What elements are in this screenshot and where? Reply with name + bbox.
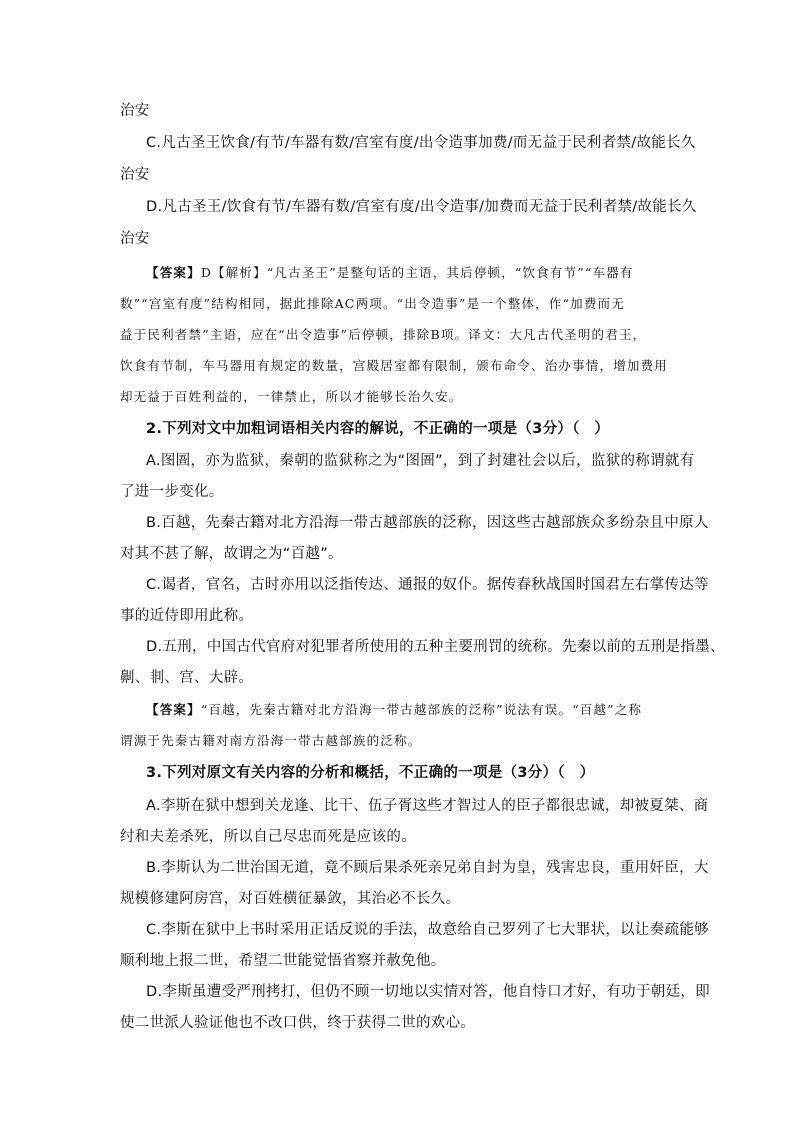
answer-line: 谓源于先秦古籍对南方沿海一带古越部族的泛称。 [120, 733, 422, 748]
question-2-title: 2.下列对文中加粗词语相关内容的解说，不正确的一项是（3分）（ ） [146, 421, 610, 437]
question-3-title: 3.下列对原文有关内容的分析和概括，不正确的一项是（3分）（ ） [146, 765, 595, 781]
answer-line: 饮食有节制，车马器用有规定的数量，宫殿居室都有限制，颁布命令、治办事情，增加费用 [120, 358, 669, 373]
option-d-line: D.李斯虽遭受严刑拷打，但仍不顾一切地以实情对答，他自恃口才好，有功于朝廷，即 [146, 984, 710, 1000]
option-a-line: A.图圄，亦为监狱，秦朝的监狱称之为“图圄”，到了封建社会以后，监狱的称谓就有 [146, 453, 695, 469]
answer-line: 【答案】D【解析】“凡古圣王”是整句话的主语，其后停顿，“饮食有节”“车器有 [146, 265, 634, 280]
text-line: 治安 [120, 231, 150, 247]
text-line: 劓、剕、宫、大辟。 [120, 670, 254, 686]
answer-tag: 【答案】 [146, 265, 201, 280]
option-b-line: B.李斯认为二世治国无道，竟不顾后果杀死亲兄弟自封为皇，残害忠良，重用奸臣，大 [146, 860, 709, 876]
answer-line: 却无益于百姓利益的，一律禁止，所以才能够长治久安。 [120, 389, 463, 404]
text-line: 事的近侍即用此称。 [120, 608, 254, 624]
option-a-line: A.李斯在狱中想到关龙逢、比干、伍子胥这些才智过人的臣子都很忠诚，却被夏桀、商 [146, 798, 709, 814]
option-c-line: C.李斯在狱中上书时采用正话反说的手法，故意给自己罗列了七大罪状，以让奏疏能够 [146, 922, 709, 938]
option-c-line: C.谒者，官名，古时亦用以泛指传达、通报的奴仆。据传春秋战国时国君左右掌传达等 [146, 577, 709, 593]
option-d-line: D.凡古圣王/饮食有节/车器有数/宫室有度/出令造事/加费而无益于民利者禁/故能长久 [146, 199, 697, 215]
option-b-line: B.百越，先秦古籍对北方沿海一带古越部族的泛称，因这些古越部族众多纷杂且中原人 [146, 515, 709, 531]
text-line: 顺利地上报二世，希望二世能觉悟省察并赦免他。 [120, 953, 446, 969]
answer-line: 【答案】“百越，先秦古籍对北方沿海一带古越部族的泛称”说法有误。“百越”之称 [146, 702, 643, 717]
answer-line: 益于民利者禁”主语，应在“出令造事”后停顿，排除B项。译文：大凡古代圣明的君王， [120, 327, 647, 342]
text-line: 纣和夫差杀死，所以自己尽忠而死是应该的。 [120, 829, 416, 845]
text-line: 对其不甚了解，故谓之为“百越”。 [120, 546, 343, 562]
text-line: 了进一步变化。 [120, 484, 224, 500]
text-line: 规模修建阿房宫，对百姓横征暴敛，其治必不长久。 [120, 891, 461, 907]
answer-line: 数”“宫室有度”结构相同，据此排除AC两项。“出令造事”是一个整体，作“加费而无 [120, 296, 625, 311]
option-c-line: C.凡古圣王饮食/有节/车器有数/宫室有度/出令造事加费/而无益于民利者禁/故能长久 [146, 135, 696, 151]
text-line: 治安 [120, 167, 150, 183]
answer-tag: 【答案】 [146, 702, 201, 717]
option-d-line: D.五刑，中国古代官府对犯罪者所使用的五种主要刑罚的统称。先秦以前的五刑是指墨、 [146, 639, 725, 655]
text-line: 治安 [120, 103, 150, 119]
text-line: 使二世派人验证他也不改口供，终于获得二世的欢心。 [120, 1015, 476, 1031]
